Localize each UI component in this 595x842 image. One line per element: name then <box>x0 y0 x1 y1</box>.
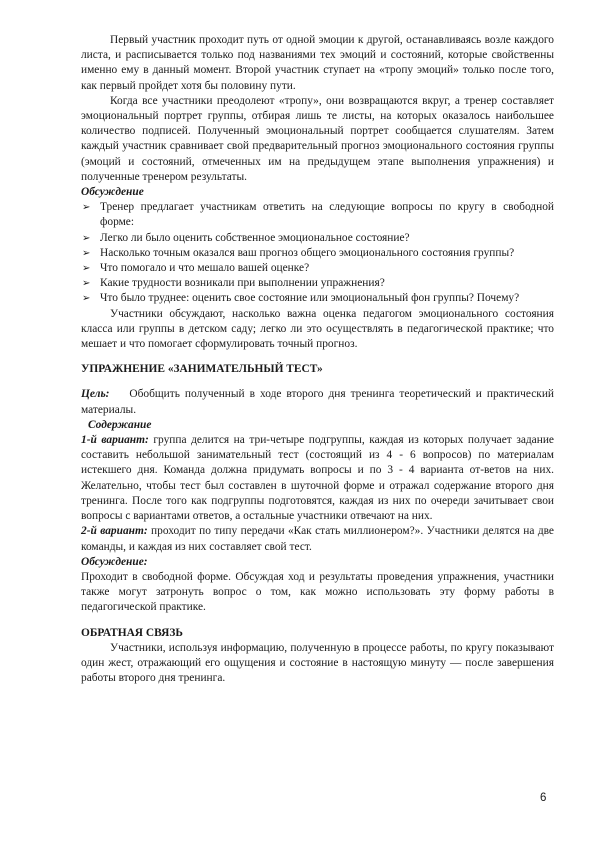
discussion-2-label-line <box>81 555 554 570</box>
content-label: Содержание <box>88 418 152 431</box>
list-item <box>81 231 554 246</box>
list-item-text: Что было труднее: оценить свое состояние или эмоциональный фон группы? Почему? <box>100 292 520 305</box>
goal-label: Цель: <box>81 388 110 401</box>
list-item-text: Насколько точным оказался ваш прогноз общего эмоционального состояния группы? <box>100 246 515 259</box>
list-item <box>81 291 554 306</box>
list-item <box>81 200 554 230</box>
arrowhead-bullet-icon: ➢ <box>82 247 91 259</box>
variant-1-paragraph <box>81 433 554 524</box>
variant-2-text: проходит по типу передачи «Как стать миллионером?». Участники делятся на две команды, и каждая из них составляет свой тест. <box>81 525 554 553</box>
discussion-label <box>81 185 554 200</box>
list-item-text: Какие трудности возникали при выполнении упражнения? <box>100 277 385 290</box>
list-item <box>81 276 554 291</box>
discussion-questions-list <box>81 200 554 306</box>
document-page <box>81 33 554 686</box>
list-item-text: Что помогало и что мешало вашей оценке? <box>100 262 310 275</box>
page-number: 6 <box>540 792 547 804</box>
spacer <box>81 616 554 626</box>
list-item <box>81 261 554 276</box>
variant-2-paragraph <box>81 524 554 554</box>
spacer <box>81 352 554 362</box>
arrowhead-bullet-icon: ➢ <box>82 293 91 305</box>
arrowhead-bullet-icon: ➢ <box>82 232 91 244</box>
paragraph-free-form: Проходит в свободной форме. Обсуждая ход и результаты проведения упражнения, участники также могут затронуть вопрос о том, как можно использовать эту форму работы в педагогической практике. <box>81 570 554 614</box>
paragraph-participants-discuss: Участники обсуждают, насколько важна оценка педагогом эмоционального состояния класса или группы в детском саду; легко ли это осуществлять в педагогической практике; что мешает и что помогает сформулировать точный прогноз. <box>81 307 554 351</box>
list-item-text: Тренер предлагает участникам ответить на следующие вопросы по кругу в свободной форме: <box>100 201 554 229</box>
arrowhead-bullet-icon: ➢ <box>82 263 91 275</box>
spacer <box>81 377 554 387</box>
content-label-line <box>81 418 554 433</box>
paragraph-feedback: Участники, используя информацию, полученную в процессе работы, по кругу показывают один жест, отражающий его ощущения и состояние в настоящую минуту — после завершения работы второго дня тренинга. <box>81 641 554 685</box>
discussion-2-label: Обсуждение: <box>81 555 148 568</box>
goal-paragraph <box>81 387 554 417</box>
list-item-text: Легко ли было оценить собственное эмоциональное состояние? <box>100 231 410 244</box>
goal-text: Обобщить полученный в ходе второго дня тренинга теоретический и практический материалы. <box>81 388 555 416</box>
variant-1-text: группа делится на три-четыре подгруппы, каждая из которых получает задание составить небольшой занимательный тест (состоящий из 4 - 6 вопросов) по материалам истекшего дня. Команда должна придумать вопросы и по 3 - 4 варианта от-ветов на них. Желательно, чтобы тест был составлен в шуточной форме и отражал содержание второго дня тренинга. После того как подгруппы подготовятся, каждая из них по очереди зачитывает свои вопросы с вариантами ответов, а остальные участники отвечают на них. <box>81 434 554 523</box>
arrowhead-bullet-icon: ➢ <box>82 202 91 214</box>
paragraph-path-of-emotions: Первый участник проходит путь от одной эмоции к другой, останавливаясь возле каждого листа, и расписывается только под названиями тех эмоций и состояний, которые свойственны именно ему в данный момент. Второй участник ступает на «тропу эмоций» только после того, как первый пройдет хотя бы половину пути. <box>81 34 554 92</box>
feedback-heading: ОБРАТНАЯ СВЯЗЬ <box>81 626 183 639</box>
paragraph-emotional-portrait: Когда все участники преодолеют «тропу», они возвращаются вкруг, а тренер составляет эмоциональный портрет группы, отбирая лишь те листы, на которых оказалось наибольшее количество подписей. Полученный эмоциональный портрет сообщается слушателям. Затем каждый участник сравнивает свой предварительный прогноз эмоционального состояния группы (эмоций и состояний, отмеченных им на предыдущем этапе выполнения упражнения) и полученные тренером результаты. <box>81 94 554 183</box>
variant-2-label: 2-й вариант: <box>81 525 148 538</box>
arrowhead-bullet-icon: ➢ <box>82 278 91 290</box>
discussion-label-text: Обсуждение <box>81 186 144 199</box>
variant-1-label: 1-й вариант: <box>81 434 149 447</box>
exercise-heading: УПРАЖНЕНИЕ «ЗАНИМАТЕЛЬНЫЙ ТЕСТ» <box>81 363 323 376</box>
list-item <box>81 246 554 261</box>
